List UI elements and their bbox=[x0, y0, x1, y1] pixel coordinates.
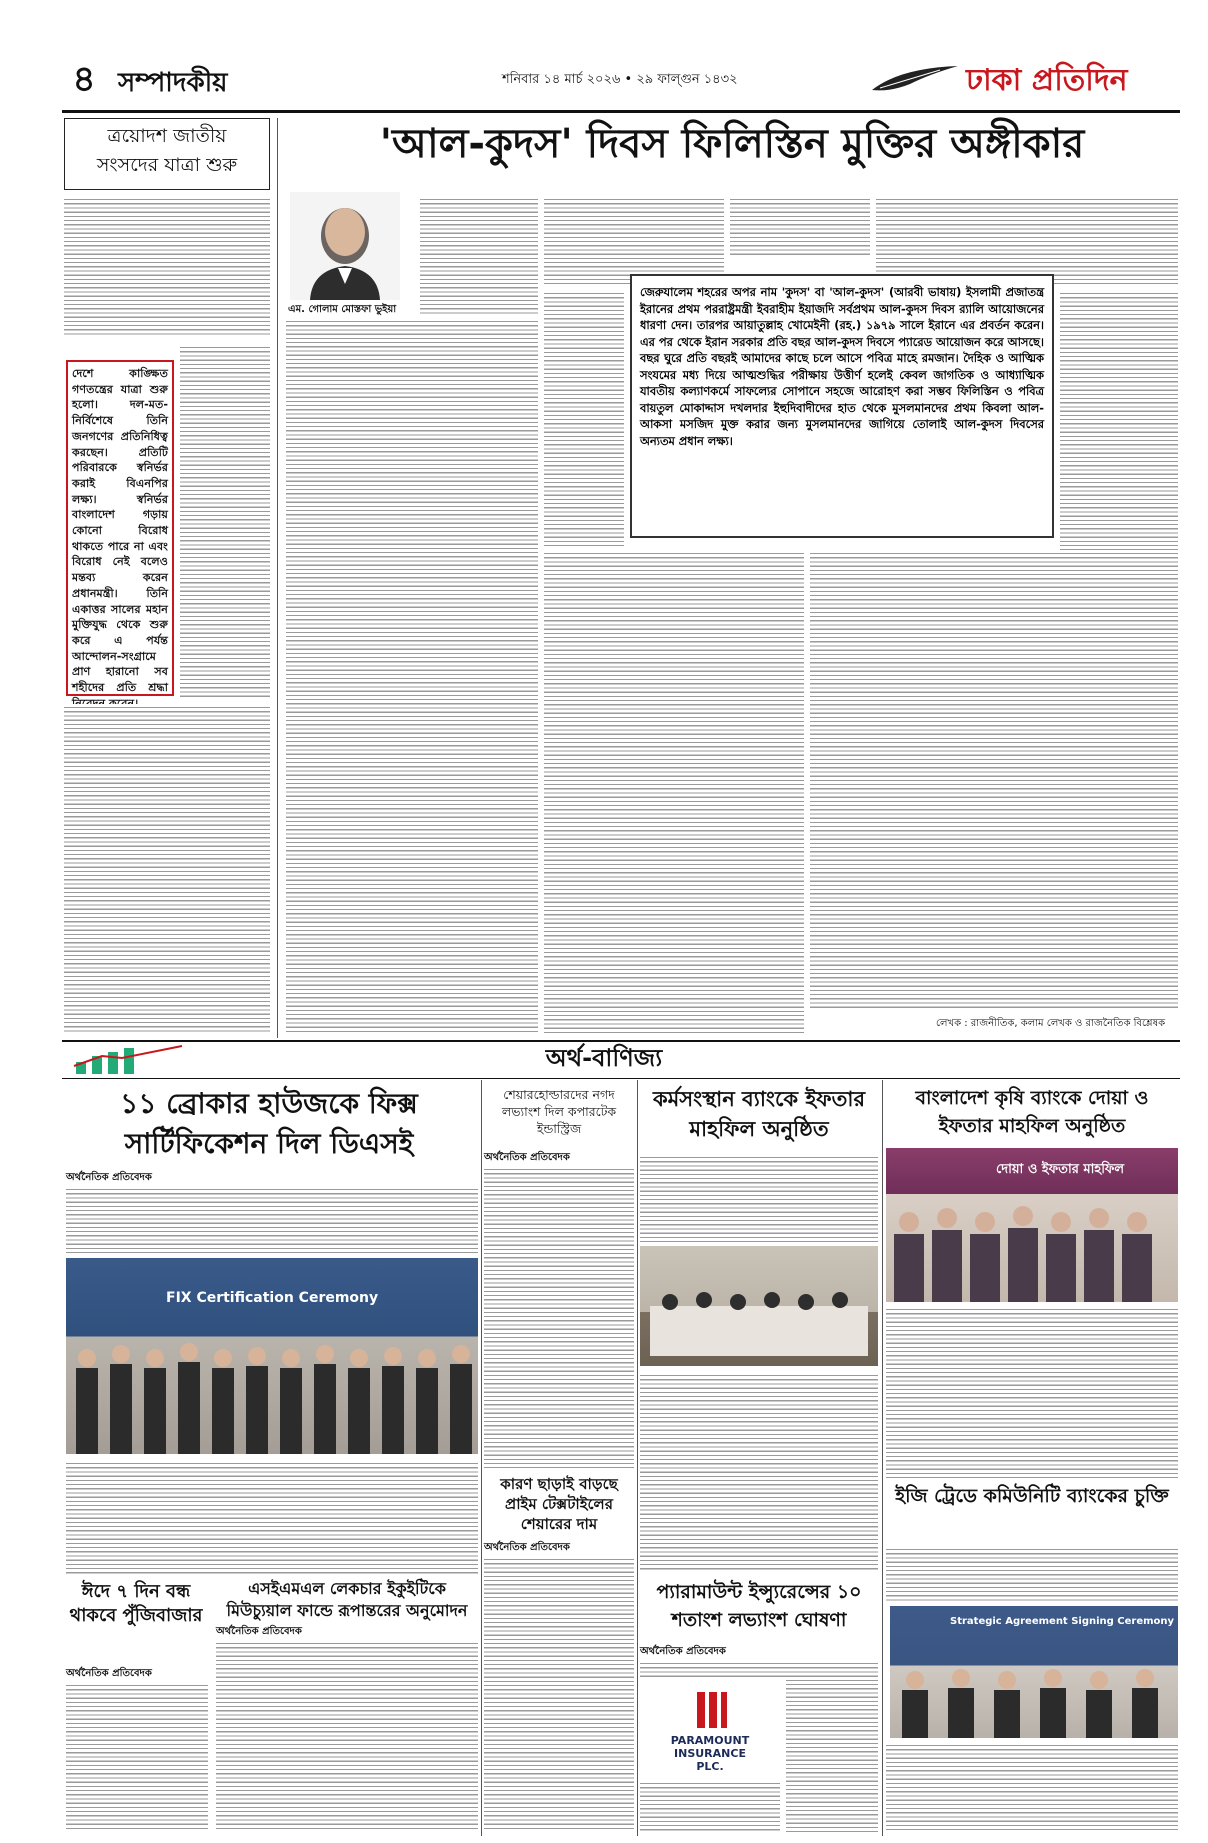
article-col-1b bbox=[286, 318, 538, 1034]
dse-photo-banner: FIX Certification Ceremony bbox=[166, 1290, 379, 1306]
dse-headline: ১১ ব্রোকার হাউজকে ফিক্স সার্টিফিকেশন দিল ডিএসই bbox=[120, 1087, 418, 1160]
paramount-logo-line2: PLC. bbox=[696, 1760, 724, 1773]
paramount-logo bbox=[640, 1690, 780, 1776]
article-col-4 bbox=[876, 196, 1178, 286]
ezy-photo-banner: Strategic Agreement Signing Ceremony bbox=[950, 1616, 1175, 1627]
growth-chart-icon bbox=[72, 1044, 192, 1076]
krishi-headline: বাংলাদেশ কৃষি ব্যাংকে দোয়া ও ইফতার মাহফিল অনুষ্ঠিত bbox=[915, 1087, 1149, 1137]
masthead-rule bbox=[62, 110, 1180, 113]
editorial-body-side bbox=[180, 344, 270, 700]
ezy-photo bbox=[890, 1606, 1178, 1738]
copertech-text bbox=[484, 1166, 634, 1468]
paramount-byline: অর্থনৈতিক প্রতিবেদক bbox=[640, 1646, 726, 1657]
dse-photo bbox=[66, 1258, 478, 1454]
krishi-photo-banner: দোয়া ও ইফতার মাহফিল bbox=[996, 1162, 1125, 1177]
author-caption: এম. গোলাম মোস্তফা ভুইয়া bbox=[288, 304, 397, 315]
author-note: লেখক : রাজনীতিক, কলাম লেখক ও রাজনৈতিক বিশ্লেষক bbox=[936, 1018, 1166, 1029]
ezy-text bbox=[886, 1546, 1178, 1602]
krishi-photo bbox=[886, 1148, 1178, 1302]
article-col-4c bbox=[810, 550, 1178, 1010]
seml-text bbox=[216, 1640, 478, 1832]
pull-quote-text: দেশে কাঙ্ক্ষিত গণতন্ত্রের যাত্রা শুরু হলো। দল-মত-নির্বিশেষে তিনি জনগণের প্রতিনিধিত্ব করছেন। প্রতিটি পরিবারকে স্বনির্ভর করাই বিএনপির লক্ষ্য। স্বনির্ভর বাংলাদেশ গড়ায় কোনো বিরোধ থাকতে পারে না এবং বিরোধ নেই বলেও মন্তব্য করেন প্রধানমন্ত্রী। তিনি একাত্তর সালের মহান মুক্তিযুদ্ধ থেকে শুরু করে এ পর্যন্ত আন্দোলন-সংগ্রামে প্রাণ হারানো সব শহীদের প্রতি শ্রদ্ধা bbox=[72, 367, 168, 695]
seml-headline: এসইএমএল লেকচার ইকুইটিকে মিউচ্যুয়াল ফান্ডে রূপান্তরের অনুমোদন bbox=[226, 1579, 468, 1620]
paramount-text-2 bbox=[786, 1660, 878, 1832]
editorial-title-line2: সংসদের যাত্রা শুরু bbox=[96, 153, 238, 176]
dse-byline: অর্থনৈতিক প্রতিবেদক bbox=[66, 1172, 152, 1183]
article-col-1 bbox=[420, 196, 538, 314]
eid-text bbox=[66, 1682, 208, 1832]
article-col-3 bbox=[730, 196, 870, 256]
karmasangsthan-photo bbox=[640, 1246, 878, 1366]
masthead bbox=[62, 58, 1180, 112]
bottom-divider-1 bbox=[481, 1080, 482, 1836]
section-rule-2 bbox=[62, 1078, 1180, 1079]
editorial-title-box bbox=[64, 118, 270, 190]
karmasangsthan-text bbox=[640, 1154, 878, 1244]
eid-byline: অর্থনৈতিক প্রতিবেদক bbox=[66, 1668, 152, 1679]
copertech-kicker: শেয়ারহোল্ডারদের নগদ লভ্যাংশ দিল কপারটেক ইন্ডাস্ট্রিজ bbox=[501, 1087, 617, 1136]
ezy-text-2 bbox=[886, 1742, 1178, 1832]
article-col-2c bbox=[544, 550, 804, 1034]
copertech-byline: অর্থনৈতিক প্রতিবেদক bbox=[484, 1152, 570, 1163]
paper-logo: ঢাকা প্রতিদিন bbox=[966, 63, 1128, 98]
author-photo bbox=[290, 192, 400, 300]
column-divider bbox=[277, 118, 278, 1038]
ezy-headline: ইজি ট্রেডে কমিউনিটি ব্যাংকের চুক্তি bbox=[895, 1485, 1169, 1507]
bottom-divider-3 bbox=[882, 1080, 883, 1836]
issue-date: শনিবার ১৪ মার্চ ২০২৬ • ২৯ ফাল্গুন ১৪৩২ bbox=[502, 72, 738, 87]
quill-icon bbox=[870, 64, 960, 94]
karmasangsthan-text-2 bbox=[640, 1372, 878, 1572]
main-headline: 'আল-কুদস' দিবস ফিলিস্তিন মুক্তির অঙ্গীকার bbox=[379, 121, 1085, 167]
editorial-body-top bbox=[64, 196, 270, 336]
paramount-text-3 bbox=[640, 1780, 780, 1832]
article-col-2b bbox=[544, 290, 624, 546]
paramount-logo-mark bbox=[685, 1690, 735, 1730]
page-number: ৪ bbox=[72, 59, 96, 100]
prime-byline: অর্থনৈতিক প্রতিবেদক bbox=[484, 1542, 570, 1553]
section-banner: অর্থ-বাণিজ্য bbox=[545, 1044, 663, 1072]
karmasangsthan-headline: কর্মসংস্থান ব্যাংকে ইফতার মাহফিল অনুষ্ঠিত bbox=[652, 1087, 866, 1141]
article-col-4b bbox=[1060, 290, 1178, 550]
paramount-headline: প্যারামাউন্ট ইন্স্যুরেন্সের ১০ শতাংশ লভ্যাংশ ঘোষণা bbox=[656, 1581, 862, 1631]
editorial-body-bottom bbox=[64, 704, 270, 1034]
paramount-logo-line1: PARAMOUNT INSURANCE bbox=[670, 1734, 750, 1760]
section-title: সম্পাদকীয় bbox=[118, 68, 228, 98]
dse-text bbox=[66, 1186, 478, 1254]
editorial-pull-quote bbox=[66, 360, 174, 696]
article-col-2a bbox=[544, 196, 724, 286]
article-highlight-box bbox=[630, 274, 1054, 538]
seml-byline: অর্থনৈতিক প্রতিবেদক bbox=[216, 1626, 302, 1637]
prime-headline: কারণ ছাড়াই বাড়ছে প্রাইম টেক্সটাইলের শেয়ারের দাম bbox=[500, 1475, 618, 1533]
dse-text-2 bbox=[66, 1460, 478, 1574]
prime-text bbox=[484, 1556, 634, 1832]
highlight-text: জেরুযালেম শহরের অপর নাম 'কুদস' বা 'আল-কুদস' (আরবী ভাষায়) ইসলামী প্রজাতন্ত্র ইরানের প্রথম পররাষ্ট্রমন্ত্রী ইবরাহীম ইয়াজদি সর্বপ্রথম আল-কুদস দিবস র‍্যালি আয়োজনের ধারণা দেন। তারপর আয়াতুল্লাহ খোমেইনী (রহ.) ১৯৭৯ সালে ইরানে এর প্রবর্তন করেন। এর পর থেকে ইরান সরকার প্রতি বছর আল-কুদস দিবসে প্যারেড আয়োজন করে আসছে। বছর ঘুরে প্রতি বছরই আমাদের কাছে চলে আসে পবিত্র মাহে রমজান। দৈহিক ও আত্মিক সংযমের মধ্য দিয়ে আত্মশুদ্ধির পরীক্ষায় উত্তীর্ণ হলেই কেবল জাগতিক ও আধ্যাত্মিক যাবতীয় কল্যাণকর্মে সাফল্যের সোপানে সহজে আরোহণ করা সম্ভব ফিলিস্তিন ও পবিত্র বায়তুল মোকাদ্দাস দখলদার ইহুদিবাদীদের হাত থেকে মুসলমানদের প্রথম কিবলা আল-আকসা মসজিদ মুক্ত করার জন্য মুসলমানদের জাগিয়ে তোলাই আল-কুদস দিবসের অন্যতম প্রধান লক্ষ্য। bbox=[640, 285, 1044, 448]
bottom-divider-2 bbox=[637, 1080, 638, 1836]
editorial-title-line1: ত্রয়োদশ জাতীয় bbox=[107, 125, 227, 147]
krishi-text bbox=[886, 1306, 1178, 1478]
eid-headline: ঈদে ৭ দিন বন্ধ থাকবে পুঁজিবাজার bbox=[69, 1581, 203, 1626]
